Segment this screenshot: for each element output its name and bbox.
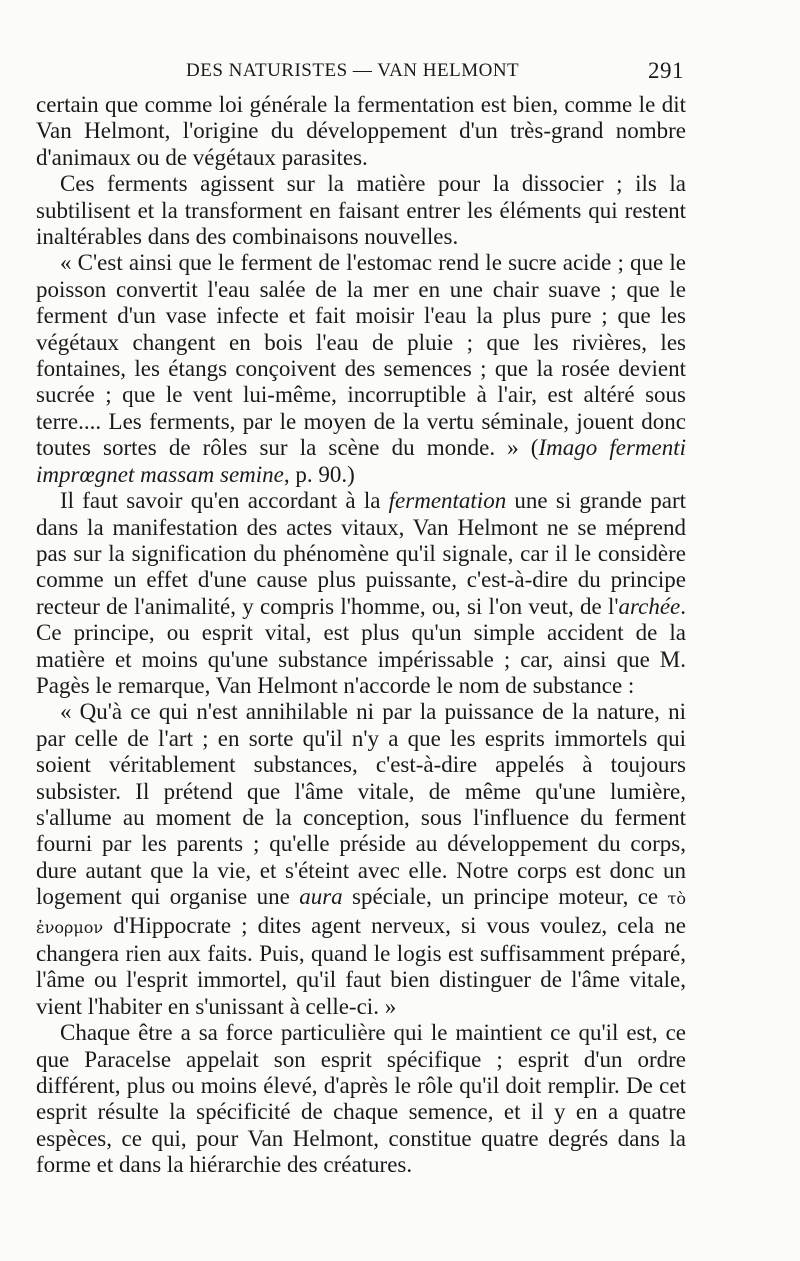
quote-text: « C'est ainsi que le ferment de l'estomac rend le sucre acide ; que le poisson convertit l'eau salée de la mer en une chair suave ; que le ferment d'un vase infecte et fait moisir l'eau la plus pure ; que les végétaux changent en bois l'eau de pluie ; que les rivières, les fontaines, les étangs conçoivent des semences ; que la rosée devient sucrée ; que le vent lui-même, incorruptible à l'air, est altéré sous terre.... Les ferments, par le moyen de la vertu séminale, jouent donc toutes sortes de rôles sur la scène du monde. » (: [36, 250, 686, 461]
paragraph-1-text: certain que comme loi générale la fermentation est bien, comme le dit Van Helmont, l'origine du développement d'un très-grand nombre d'animaux ou de végétaux parasites.: [36, 92, 686, 170]
latin-citation: Imago fermenti imprœgnet massam semine: [36, 435, 687, 487]
paragraph-4: [36, 488, 686, 699]
paragraph-5-text-a: « Qu'à ce qui n'est annihilable ni par la puissance de la nature, ni par celle de l'art ; en sorte qu'il n'y a que les esprits immortels qui soient véritablement substances, c'est-à-dire appelés à toujours subsister. Il prétend que l'âme vitale, de même qu'une lumière, s'allume au moment de la conception, sous l'influence du ferment fourni par les parents ; qu'elle préside au développement du corps, dure autant que la vie, et s'éteint avec elle. Notre corps est donc un logement qui organise une: [36, 699, 686, 910]
paragraph-4-text-c: . Ce principe, ou esprit vital, est plus qu'un simple accident de la matière et moins qu'une substance impérissable ; car, ainsi que M. Pagès le remarque, Van Helmont n'accorde le nom de substance :: [36, 593, 686, 698]
citation-page: , p. 90.): [283, 461, 355, 487]
paragraph-5-text-c: d'Hippocrate ; dites agent nerveux, si vous voulez, cela ne changera rien aux faits. Puis, quand le logis est suffisamment préparé, l'âme ou l'esprit immortel, qu'il faut bien distinguer de l'âme vitale, vient l'habiter en s'unissant à celle-ci. »: [36, 912, 686, 1019]
running-title: DES NATURISTES — VAN HELMONT: [186, 60, 520, 81]
term-fermentation: fermentation: [388, 488, 507, 514]
paragraph-2-text: Ces ferments agissent sur la matière pour la dissocier ; ils la subtilisent et la transforment en faisant entrer les éléments qui restent inaltérables dans des combinaisons nouvelles.: [36, 171, 686, 250]
paragraph-6: [36, 1020, 686, 1178]
paragraph-6-text: Chaque être a sa force particulière qui le maintient ce qu'il est, ce que Paracelse appelait son esprit spécifique ; esprit d'un ordre différent, plus ou moins élevé, d'après le rôle qu'il doit remplir. De cet esprit résulte la spécificité de chaque semence, et il y en a quatre espèces, ce qui, pour Van Helmont, constitue quatre degrés dans la forme et dans la hiérarchie des créatures.: [36, 1020, 686, 1178]
greek-phrase: τὸ ἐνορμον: [36, 889, 686, 937]
page-number: 291: [648, 58, 684, 83]
term-archee: archée: [618, 593, 681, 619]
paragraph-3-quote: [36, 250, 686, 488]
body-text: [36, 92, 686, 1179]
paragraph-4-text-b: une si grande part dans la manifestation des actes vitaux, Van Helmont ne se méprend pas sur la signification du phénomène qu'il signale, car il le considère comme un effet d'une cause plus puissante, c'est-à-dire du principe recteur de l'animalité, y compris l'homme, ou, si l'on veut, de l': [36, 488, 686, 619]
paragraph-1: [36, 92, 686, 171]
paragraph-5-text-b: spéciale, un principe moteur, ce: [342, 884, 668, 910]
paragraph-5-quote: [36, 699, 686, 1020]
page-header: [36, 60, 684, 90]
paragraph-4-text-a: Il faut savoir qu'en accordant à la: [60, 488, 389, 514]
paragraph-2: [36, 171, 686, 250]
term-aura: aura: [299, 884, 343, 910]
